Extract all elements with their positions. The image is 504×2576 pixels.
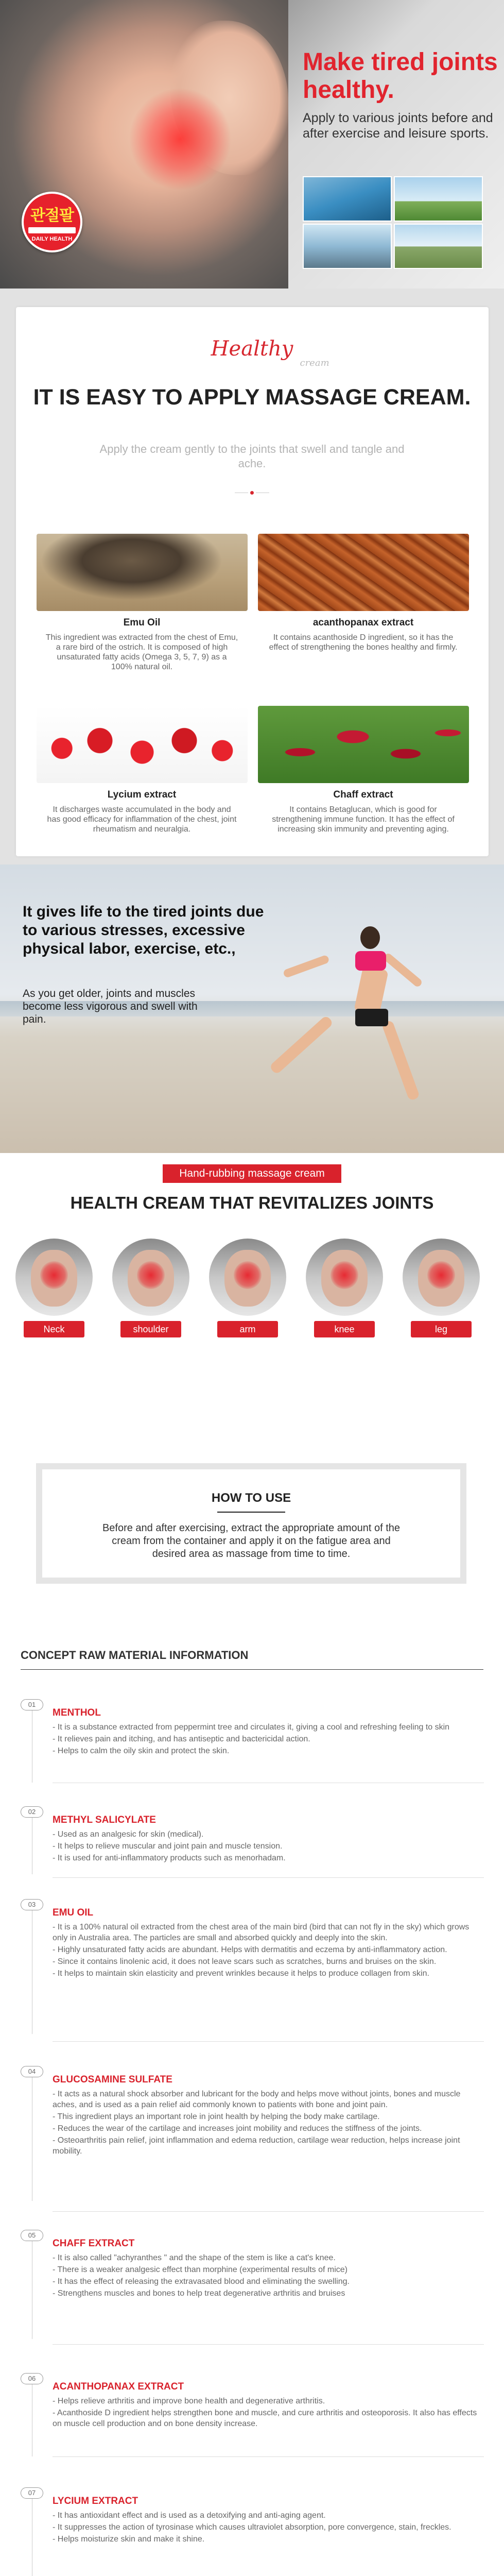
joint-label: leg xyxy=(411,1321,472,1337)
lycium-image xyxy=(37,706,248,783)
material-line: - It is also called "achyranthes " and the shape of the stem is like a cat's knee. xyxy=(53,2253,336,2262)
material-name: EMU OIL xyxy=(53,1907,94,1918)
badge-sub-text: DAILY HEALTH xyxy=(31,235,73,242)
runner-figure xyxy=(304,926,438,1112)
joint-knee xyxy=(306,1239,383,1337)
material-lines xyxy=(53,1922,484,1980)
material-lines xyxy=(53,2396,484,2430)
material-line: - This ingredient plays an important role in joint health by helping the body make cartilage. xyxy=(53,2112,380,2121)
how-to-use-desc: Before and after exercising, extract the appropriate amount of the cream from the container and apply it on the fatigue area and desired area as massage from time to time. xyxy=(102,1522,401,1560)
raw-material-heading: CONCEPT RAW MATERIAL INFORMATION xyxy=(21,1649,249,1662)
hero-banner xyxy=(0,0,504,289)
material-line: - Acanthoside D ingredient helps strengthen bone and muscle, and cure arthritis and osteoporosis. It also has effects on muscle cell production and on bone density increase. xyxy=(53,2409,477,2428)
material-number: 04 xyxy=(21,2066,43,2077)
raw-material-section xyxy=(0,1642,504,2576)
ingredient-emu-oil xyxy=(37,534,248,672)
hero-subtitle: Apply to various joints before and after exercise and leisure sports. xyxy=(303,111,493,141)
material-number: 07 xyxy=(21,2487,43,2499)
joint-label: knee xyxy=(314,1321,375,1337)
material-number: 01 xyxy=(21,1699,43,1710)
section-tag: Hand-rubbing massage cream xyxy=(163,1164,341,1183)
material-chaff xyxy=(21,2230,484,2359)
badge-bar xyxy=(28,227,76,233)
script-title: Healthy xyxy=(211,337,293,361)
material-name: LYCIUM EXTRACT xyxy=(53,2496,138,2506)
material-lines xyxy=(53,1722,484,1757)
joint-neck xyxy=(15,1239,93,1337)
ingredient-desc: It contains Betaglucan, which is good for strengthening immune function. It has the effect of increasing skin immunity and preventing aging. xyxy=(272,805,455,834)
pain-highlight xyxy=(129,88,232,191)
badge-logo-text: 관절팔 xyxy=(30,207,74,224)
material-line: - It helps to maintain skin elasticity and prevent wrinkles because it helps to produce collagen from skin. xyxy=(53,1969,429,1978)
joint-arm xyxy=(209,1239,286,1337)
material-glucosamine xyxy=(21,2066,484,2221)
joint-leg xyxy=(403,1239,480,1337)
runner-heading: It gives life to the tired joints due to various stresses, excessive physical labor, exercise, etc., xyxy=(23,903,264,957)
title-underline xyxy=(217,1512,285,1513)
material-name: CHAFF EXTRACT xyxy=(53,2238,135,2249)
material-line: - It suppresses the action of tyrosinase which causes ultraviolet absorption, pore convergence, stain, freckles. xyxy=(53,2523,451,2532)
material-menthol xyxy=(21,1699,484,1797)
material-line: - It is used for anti-inflammatory products such as menorhadam. xyxy=(53,1854,286,1862)
ingredient-name: Lycium extract xyxy=(107,789,177,800)
material-line: - Used as an analgesic for skin (medical). xyxy=(53,1830,204,1839)
divider-dots xyxy=(16,488,489,498)
joint-label: Neck xyxy=(24,1321,84,1337)
material-name: ACANTHOPANAX EXTRACT xyxy=(53,2381,184,2392)
material-line: - It relieves pain and itching, and has antiseptic and bactericidal action. xyxy=(53,1735,310,1743)
activity-thumbnails xyxy=(303,176,483,269)
thumbnail-surfing xyxy=(303,176,392,222)
material-name: GLUCOSAMINE SULFATE xyxy=(53,2074,172,2085)
material-name: METHYL SALICYLATE xyxy=(53,1815,156,1825)
material-line: - It has antioxidant effect and is used as a detoxifying and anti-aging agent. xyxy=(53,2511,326,2520)
ingredient-chaff xyxy=(258,706,469,834)
material-line: - It acts as a natural shock absorber and lubricant for the body and helps move without joints, bones and muscle aches, and is used as a pain relief aid commonly known to patients with bone and joint pain. xyxy=(53,2090,461,2109)
ingredient-lycium xyxy=(37,706,248,834)
thumbnail-walking xyxy=(394,176,483,222)
material-number: 05 xyxy=(21,2230,43,2241)
ingredient-desc: It contains acanthoside D ingredient, so it has the effect of strengthening the bones healthy and firmly. xyxy=(269,633,458,652)
easy-subtitle: Apply the cream gently to the joints that swell and tangle and ache. xyxy=(99,443,405,470)
material-methyl-salicylate xyxy=(21,1806,484,1894)
easy-apply-section xyxy=(0,289,504,865)
brand-badge xyxy=(22,192,82,252)
ingredient-acanthopanax xyxy=(258,534,469,652)
emu-image xyxy=(37,534,248,611)
how-to-use-title: HOW TO USE xyxy=(211,1491,291,1505)
joint-photo xyxy=(112,1239,189,1316)
runner-section xyxy=(0,865,504,1153)
material-line: - It is a substance extracted from peppermint tree and circulates it, giving a cool and refreshing feeling to skin xyxy=(53,1723,450,1732)
joint-photo xyxy=(15,1239,93,1316)
how-to-use-box xyxy=(36,1463,466,1584)
joint-label: shoulder xyxy=(120,1321,181,1337)
joint-photo xyxy=(209,1239,286,1316)
material-line: - Helps to calm the oily skin and protect the skin. xyxy=(53,1747,230,1755)
joint-photo xyxy=(306,1239,383,1316)
acanthopanax-image xyxy=(258,534,469,611)
hero-title: Make tired joints healthy. xyxy=(303,48,498,104)
material-line: - There is a weaker analgesic effect than morphine (experimental results of mice) xyxy=(53,2265,348,2274)
material-lines xyxy=(53,1829,484,1865)
ingredient-desc: This ingredient was extracted from the chest of Emu, a rare bird of the ostrich. It is composed of high unsaturated fatty acids (Omega 3, 5, 7, 9) as a 100% natural oil. xyxy=(45,633,238,671)
material-lines xyxy=(53,2089,484,2158)
material-line: - Helps relieve arthritis and improve bone health and degenerative arthritis. xyxy=(53,2397,325,2405)
joint-shoulder xyxy=(112,1239,189,1337)
material-line: - It helps to relieve muscular and joint pain and muscle tension. xyxy=(53,1842,283,1851)
chaff-image xyxy=(258,706,469,783)
easy-title: IT IS EASY TO APPLY MASSAGE CREAM. xyxy=(33,385,471,410)
material-line: - Osteoarthritis pain relief, joint inflammation and edema reduction, cartilage wear reduction, helps increase joint mobility. xyxy=(53,2136,460,2156)
joints-section xyxy=(0,1153,504,1421)
material-number: 03 xyxy=(21,1899,43,1910)
material-line: - It is a 100% natural oil extracted from the chest area of the main bird (bird that can not fly in the sky) which grows only in Australia area. The particles are small and absorbed quickly and deeply into the skin. xyxy=(53,1923,470,1942)
joint-photo xyxy=(403,1239,480,1316)
ingredient-name: acanthopanax extract xyxy=(312,617,414,628)
how-to-use-section xyxy=(0,1421,504,1642)
material-name: MENTHOL xyxy=(53,1707,101,1718)
easy-apply-card xyxy=(16,307,489,856)
heading-rule xyxy=(21,1669,483,1670)
material-lines xyxy=(53,2252,484,2300)
ingredient-desc: It discharges waste accumulated in the body and has good efficacy for inflammation of the chest, joint rheumatism and neuralgia. xyxy=(47,805,237,834)
material-lines xyxy=(53,2510,484,2546)
material-acanthopanax xyxy=(21,2373,484,2471)
material-line: - Helps moisturize skin and make it shine. xyxy=(53,2535,205,2544)
thumbnail-golf xyxy=(394,224,483,269)
thumbnail-hiking xyxy=(303,224,392,269)
material-line: - Reduces the wear of the cartilage and increases joint mobility and reduces the stiffness of the joints. xyxy=(53,2124,422,2133)
ingredient-name: Chaff extract xyxy=(333,789,393,800)
material-emu-oil xyxy=(21,1899,484,2054)
joint-label: arm xyxy=(217,1321,278,1337)
material-lycium xyxy=(21,2487,484,2576)
joints-title: HEALTH CREAM THAT REVITALIZES JOINTS xyxy=(70,1193,434,1212)
script-small: cream xyxy=(300,358,329,368)
material-line: - Since it contains linolenic acid, it does not leave scars such as scratches, burns and bruises on the skin. xyxy=(53,1957,437,1966)
runner-body: As you get older, joints and muscles become less vigorous and swell with pain. xyxy=(23,988,198,1025)
material-line: - Highly unsaturated fatty acids are abundant. Helps with dermatitis and eczema by anti-inflammatory action. xyxy=(53,1945,447,1954)
material-number: 06 xyxy=(21,2373,43,2384)
material-number: 02 xyxy=(21,1806,43,1818)
ingredient-name: Emu Oil xyxy=(123,617,161,628)
material-line: - It has the effect of releasing the extravasated blood and eliminating the swelling. xyxy=(53,2277,350,2286)
material-line: - Strengthens muscles and bones to help treat degenerative arthritis and bruises xyxy=(53,2289,345,2298)
